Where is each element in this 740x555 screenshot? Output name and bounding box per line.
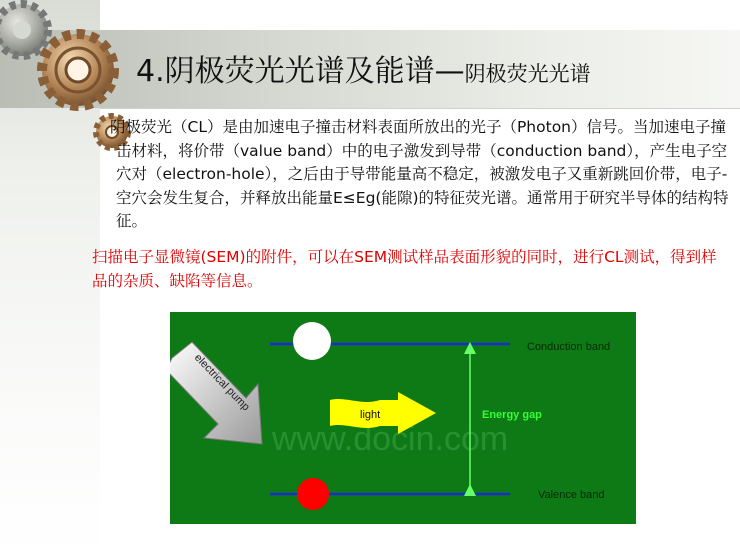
title-sub: 阴极荧光光谱	[464, 62, 591, 86]
energy-gap-label: Energy gap	[482, 409, 542, 421]
light-label: light	[360, 409, 381, 421]
valence-band-label: Valence band	[538, 489, 605, 501]
electron-circle	[293, 322, 331, 360]
hole-circle	[297, 478, 329, 510]
gray-gear-icon	[0, 4, 48, 56]
title-band-divider	[100, 108, 740, 109]
sem-attachment-paragraph: 扫描电子显微镜(SEM)的附件，可以在SEM测试样品表面形貌的同时，进行CL测试，得到样品的杂质、缺陷等信息。	[92, 248, 717, 290]
slide-title	[136, 46, 591, 90]
title-main: 4.阴极荧光光谱及能谱	[136, 54, 435, 89]
conduction-band-label: Conduction band	[527, 341, 611, 353]
large-bronze-gear-icon	[42, 34, 114, 106]
title-dash: —	[434, 54, 465, 89]
energy-band-diagram	[170, 312, 636, 524]
watermark-text: www.docin.com	[272, 420, 509, 458]
cl-description-paragraph: 阴极荧光（CL）是由加速电子撞击材料表面所放出的光子（Photon）信号。当加速电子撞击材料，将价带（value band）中的电子激发到导带（conduction band），产生电子空穴对（electron-hole），之后由于导带能量高不稳定，被激发电子又重新跳回价带，电子-空穴会发生复合，并释放出能量E≤Eg(能隙)的特征荧光谱。通常用于研究半导体的结构特征。	[110, 118, 729, 230]
electrical-pump-label: electrical pump	[191, 351, 252, 414]
